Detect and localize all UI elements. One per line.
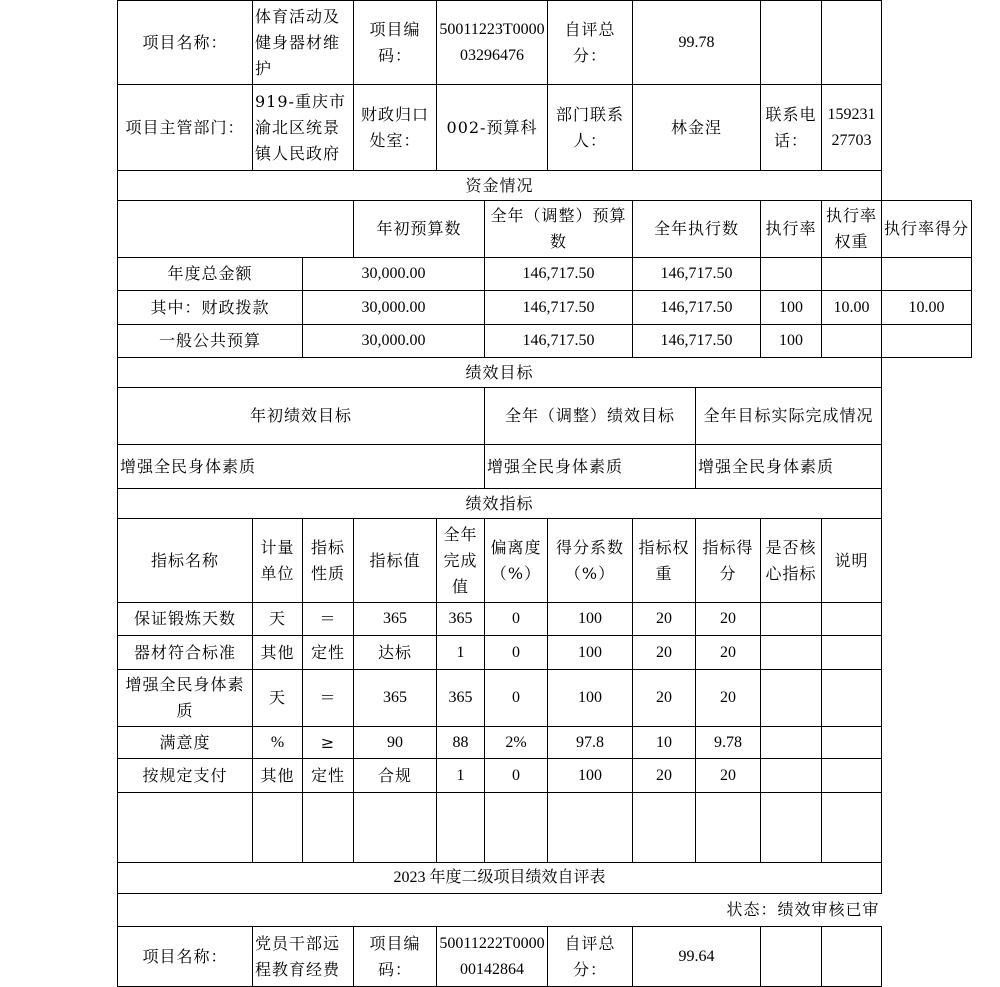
project1-row1	[118, 1, 972, 85]
status-text: 状态：绩效审核已审	[118, 894, 882, 927]
goal-header: 全年（调整）绩效目标	[485, 388, 696, 445]
phone-value: 15923127703	[822, 85, 882, 171]
funds-header: 全年执行数	[633, 201, 761, 258]
indicator-header-row	[118, 519, 972, 603]
contact-value: 林金涅	[633, 85, 761, 171]
indicator-row: 器材符合标准 其他 定性 达标 1 0 100 20 20	[118, 636, 972, 670]
indicator-header: 得分系数（%）	[548, 519, 633, 603]
indicator-row: 保证锻炼天数 天 ＝ 365 365 0 100 20 20	[118, 603, 972, 636]
indicator-header: 指标得分	[696, 519, 761, 603]
goal-value: 增强全民身体素质	[485, 445, 696, 489]
funds-header: 全年（调整）预算数	[485, 201, 633, 258]
goal-header: 全年目标实际完成情况	[696, 388, 882, 445]
project1-row2	[118, 85, 972, 171]
self-score: 99.64	[633, 927, 761, 987]
funds-title: 资金情况	[118, 171, 882, 201]
funds-header-row	[118, 201, 972, 258]
project-name-label: 项目名称：	[118, 1, 253, 85]
indicator-header: 指标名称	[118, 519, 253, 603]
funds-header: 年初预算数	[354, 201, 485, 258]
performance-table	[117, 0, 972, 987]
indicator-empty-row	[118, 793, 972, 863]
indicator-row: 增强全民身体素质 天 ＝ 365 365 0 100 20 20	[118, 670, 972, 727]
goal-value: 增强全民身体素质	[696, 445, 882, 489]
section2-title: 2023 年度二级项目绩效自评表	[118, 863, 882, 894]
funds-row: 其中：财政拨款 30,000.00 146,717.50 146,717.50 100 10.00 10.00	[118, 291, 972, 325]
indicator-header: 偏离度（%）	[485, 519, 548, 603]
self-score: 99.78	[633, 1, 761, 85]
indicator-header: 计量单位	[253, 519, 303, 603]
self-score-label: 自评总分：	[548, 927, 633, 987]
indicator-header: 指标值	[354, 519, 437, 603]
indicator-header: 指标性质	[303, 519, 354, 603]
office-label: 财政归口处室：	[354, 85, 437, 171]
goals-header-row	[118, 388, 972, 445]
dept-label: 项目主管部门：	[118, 85, 253, 171]
goal-value: 增强全民身体素质	[118, 445, 485, 489]
funds-header: 执行率得分	[882, 201, 972, 258]
project-code: 50011223T000003296476	[437, 1, 548, 85]
project-code: 50011222T000000142864	[437, 927, 548, 987]
goals-value-row	[118, 445, 972, 489]
project-code-label: 项目编码：	[354, 927, 437, 987]
funds-header: 执行率	[761, 201, 822, 258]
dept-value: 919-重庆市渝北区统景镇人民政府	[253, 85, 354, 171]
project2-row1	[118, 927, 972, 987]
funds-row: 年度总金额 30,000.00 146,717.50 146,717.50	[118, 258, 972, 291]
funds-header: 执行率权重	[822, 201, 882, 258]
self-score-label: 自评总分：	[548, 1, 633, 85]
office-value: 002-预算科	[437, 85, 548, 171]
indicator-header: 是否核心指标	[761, 519, 822, 603]
project-name: 体育活动及健身器材维护	[253, 1, 354, 85]
project-name: 党员干部远程教育经费	[253, 927, 354, 987]
indicator-row: 按规定支付 其他 定性 合规 1 0 100 20 20	[118, 759, 972, 793]
project-name-label: 项目名称：	[118, 927, 253, 987]
project-code-label: 项目编码：	[354, 1, 437, 85]
funds-row: 一般公共预算 30,000.00 146,717.50 146,717.50 100	[118, 325, 972, 358]
indicator-header: 说明	[822, 519, 882, 603]
indicator-header: 全年完成值	[437, 519, 485, 603]
goals-title: 绩效目标	[118, 358, 882, 388]
contact-label: 部门联系人：	[548, 85, 633, 171]
phone-label: 联系电话：	[761, 85, 822, 171]
indicator-header: 指标权重	[633, 519, 696, 603]
goal-header: 年初绩效目标	[118, 388, 485, 445]
indicator-row: 满意度 % ≥ 90 88 2% 97.8 10 9.78	[118, 727, 972, 759]
indicators-title: 绩效指标	[118, 489, 882, 519]
